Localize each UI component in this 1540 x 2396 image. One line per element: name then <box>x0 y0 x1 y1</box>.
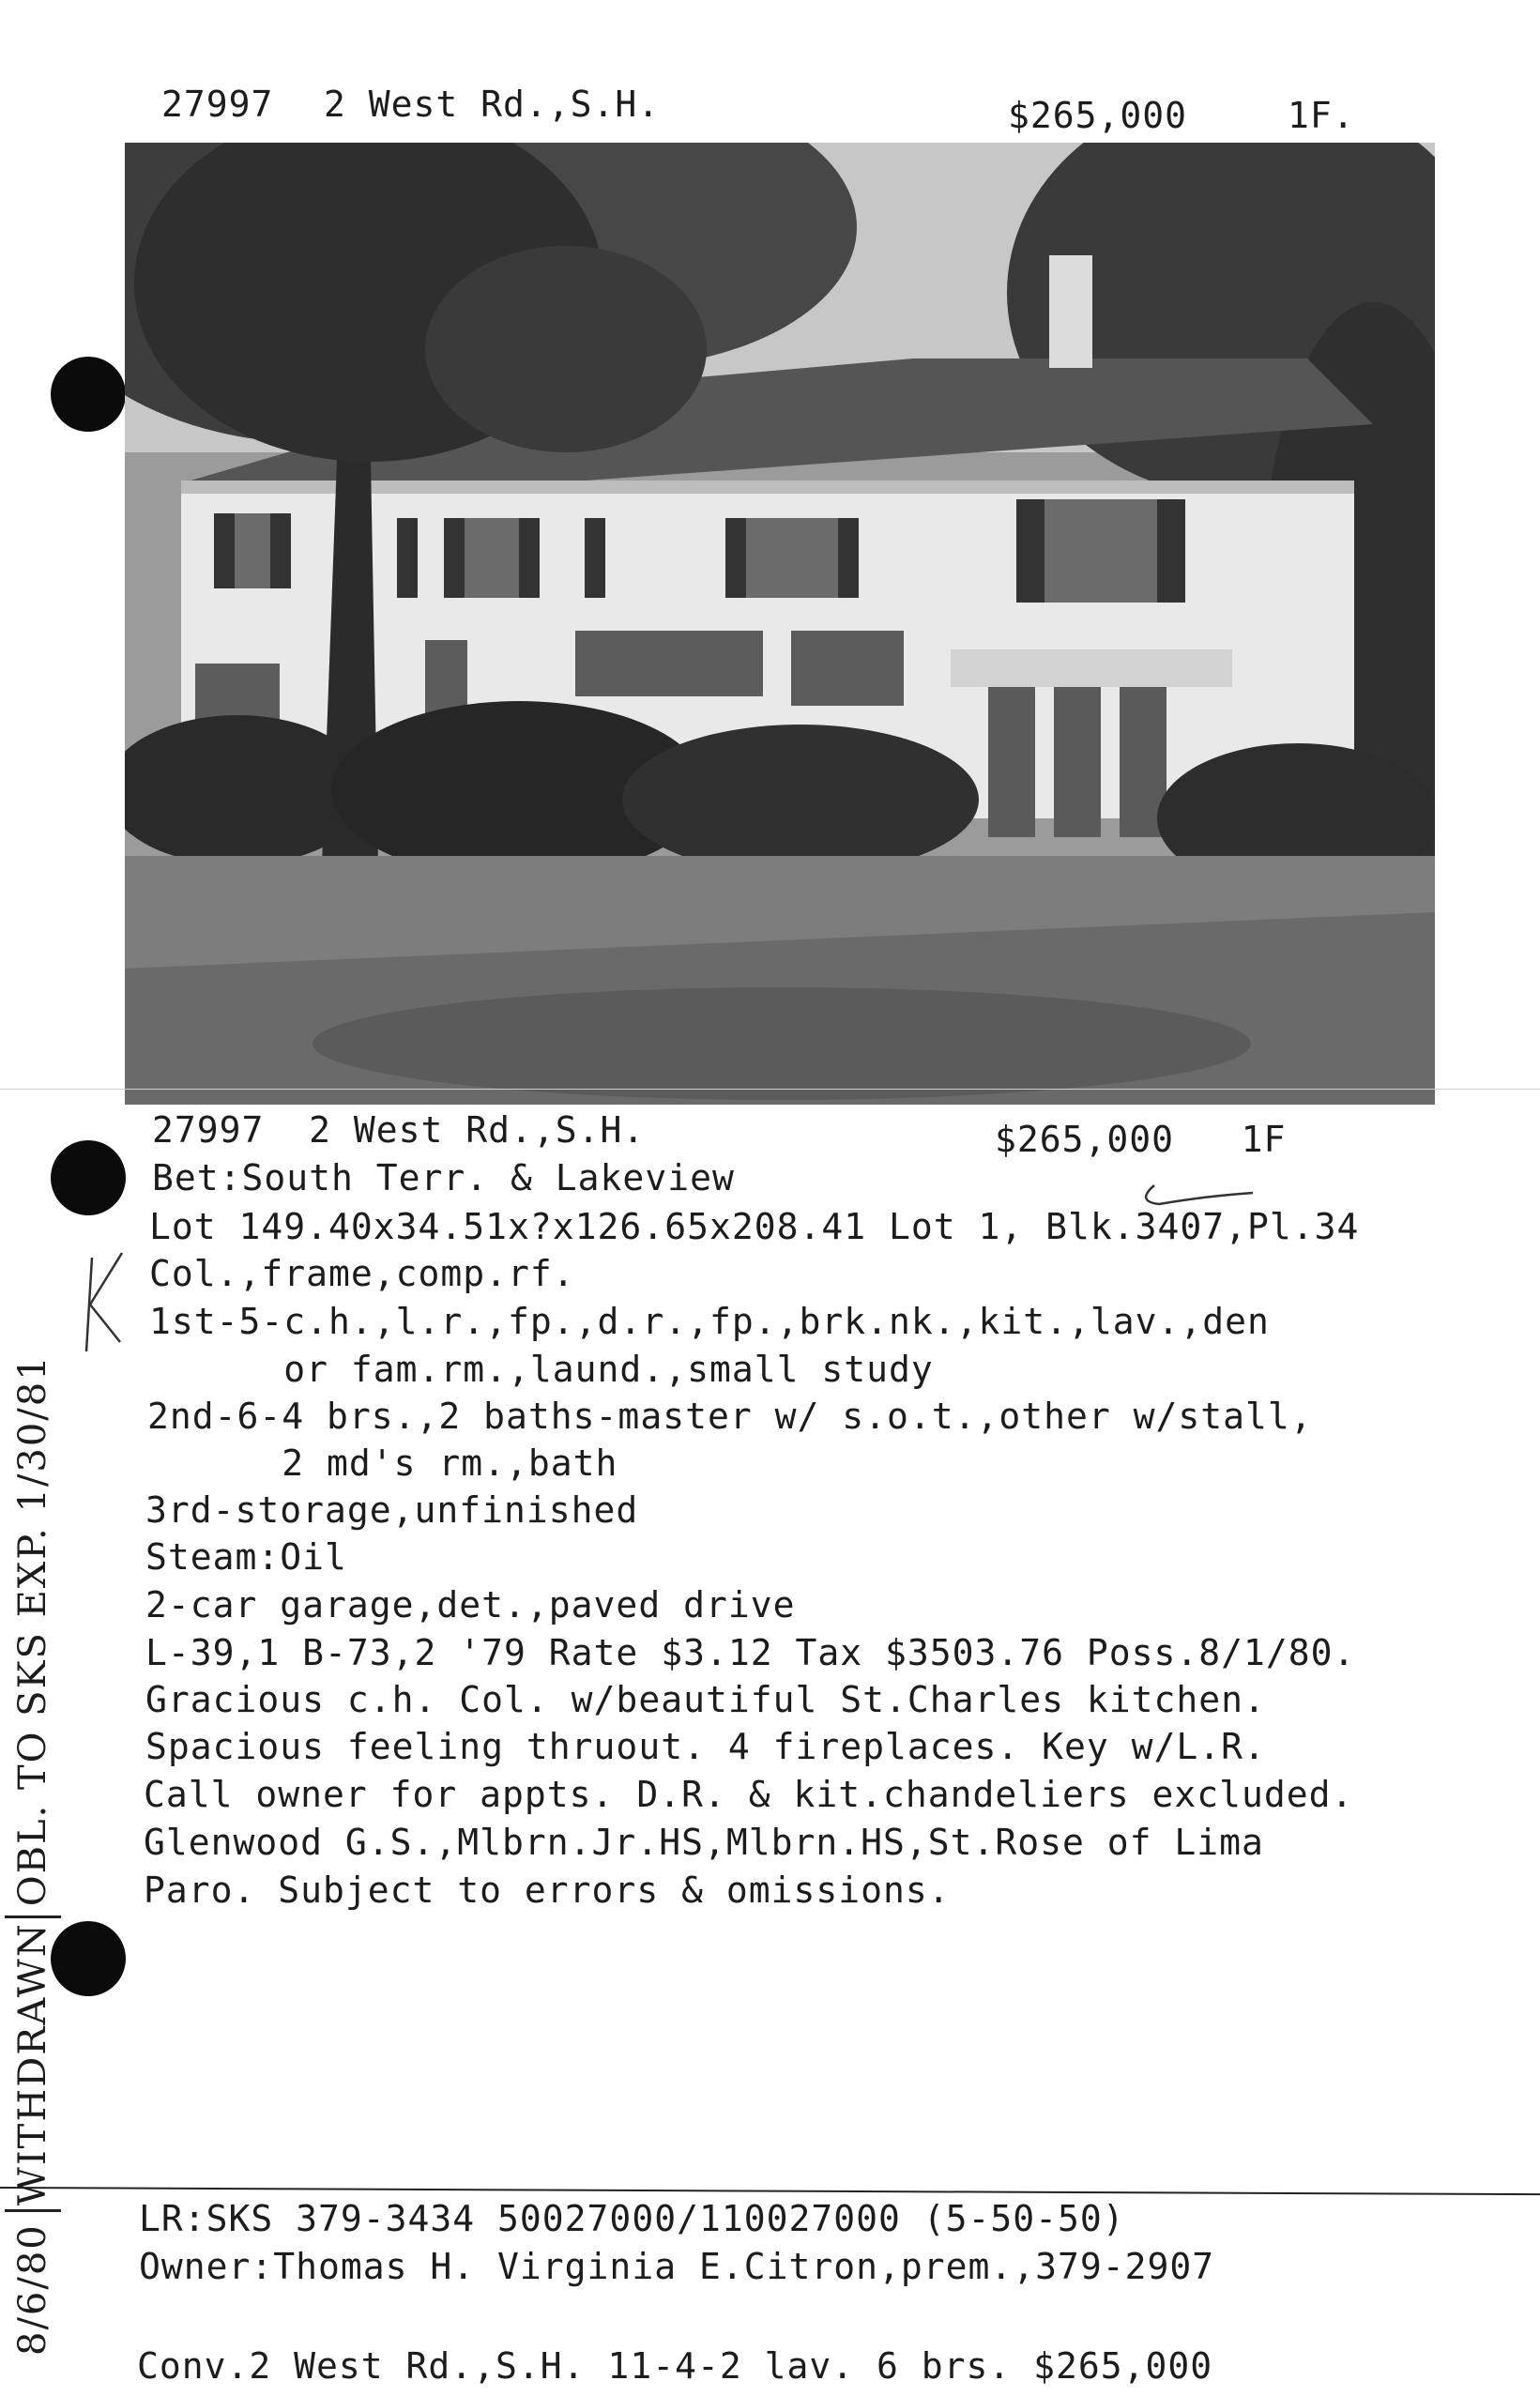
footer-conv: Conv.2 West Rd.,S.H. 11-4-2 lav. 6 brs. $265,000 <box>137 2345 1213 2387</box>
listing-line-16: Glenwood G.S.,Mlbrn.Jr.HS,Mlbrn.HS,St.Rose of Lima <box>144 1822 1264 1863</box>
listing-line-1-right: $265,000 1F <box>995 1119 1287 1160</box>
listing-line-10: Steam:Oil <box>145 1536 347 1578</box>
top-header-id: 27997 <box>161 84 274 125</box>
footer-owner: Owner:Thomas H. Virginia E.Citron,prem.,379-2907 <box>139 2246 1215 2287</box>
listing-line-1-left: 27997 2 West Rd.,S.H. <box>152 1109 646 1151</box>
handwritten-check-mark <box>1136 1178 1258 1215</box>
footer-lr: LR:SKS 379-3434 50027000/110027000 (5-50-50) <box>139 2198 1125 2239</box>
listing-line-6: or fam.rm.,laund.,small study <box>149 1349 934 1390</box>
punch-hole-top <box>51 357 126 432</box>
listing-line-8: 2 md's rm.,bath <box>147 1442 618 1484</box>
listing-line-5: 1st-5-c.h.,l.r.,fp.,d.r.,fp.,brk.nk.,kit.,lav.,den <box>149 1301 1270 1342</box>
listing-line-11: 2-car garage,det.,paved drive <box>145 1584 796 1625</box>
handwritten-k-mark <box>66 1248 131 1361</box>
top-header-price: $265,000 <box>1008 95 1188 136</box>
margin-note-date: 8/6/80 <box>11 2223 54 2356</box>
listing-line-7: 2nd-6-4 brs.,2 baths-master w/ s.o.t.,other w/stall, <box>147 1396 1313 1437</box>
listing-line-4: Col.,frame,comp.rf. <box>149 1253 575 1294</box>
listing-line-14: Spacious feeling thruout. 4 fireplaces. Key w/L.R. <box>145 1726 1266 1767</box>
margin-note-withdrawn: WITHDRAWN <box>5 1915 61 2212</box>
top-header-address: 2 West Rd.,S.H. <box>324 84 661 125</box>
listing-line-15: Call owner for appts. D.R. & kit.chandeliers excluded. <box>144 1774 1354 1815</box>
photo-edge-line <box>0 1089 1540 1090</box>
listing-line-3: Lot 149.40x34.51x?x126.65x208.41 Lot 1, Blk.3407,Pl.34 <box>149 1206 1360 1247</box>
listing-line-17: Paro. Subject to errors & omissions. <box>144 1869 951 1911</box>
listing-line-2: Bet:South Terr. & Lakeview <box>152 1157 735 1198</box>
house-photo <box>125 143 1435 1105</box>
listing-line-9: 3rd-storage,unfinished <box>145 1489 639 1531</box>
listing-line-12: L-39,1 B-73,2 '79 Rate $3.12 Tax $3503.76 Poss.8/1/80. <box>145 1632 1356 1673</box>
top-header-code: 1F. <box>1288 95 1355 136</box>
footer-rule <box>0 2187 1540 2195</box>
listing-line-13: Gracious c.h. Col. w/beautiful St.Charles kitchen. <box>145 1679 1266 1720</box>
margin-note-vertical <box>0 1136 66 2356</box>
margin-note-text: OBL. TO SKS EXP. 1/30/81 <box>11 1354 54 1907</box>
